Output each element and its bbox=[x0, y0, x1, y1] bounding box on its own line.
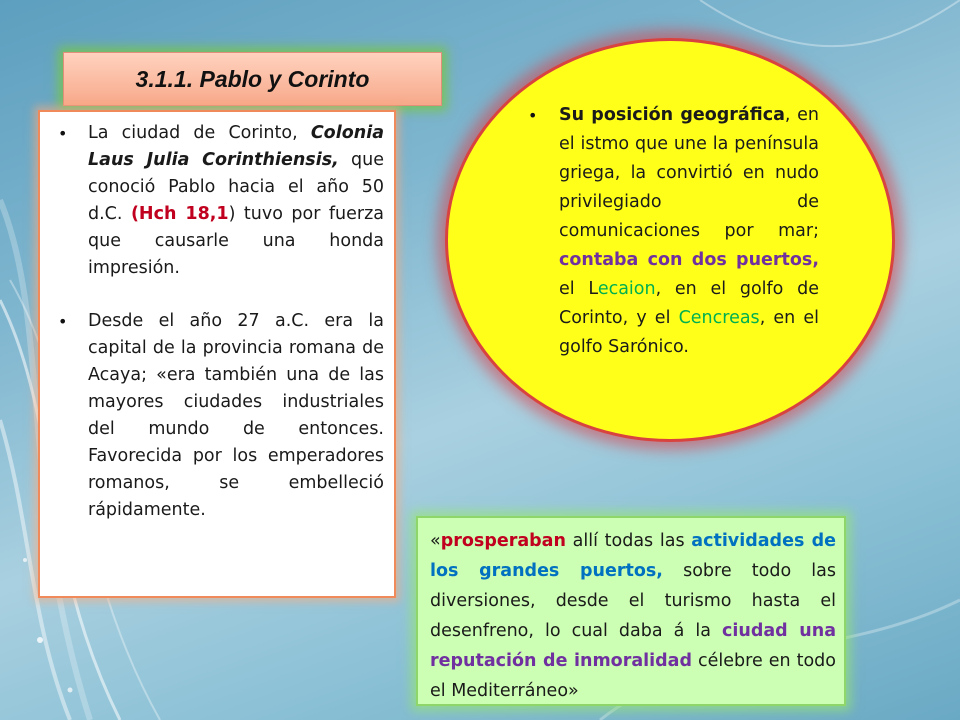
circle-two-ports: contaba con dos puertos, bbox=[559, 250, 819, 270]
circle-lecaion: ecaion bbox=[597, 279, 656, 299]
circle-text-8: , en el golfo Sarónico. bbox=[559, 308, 819, 357]
quote-text-3: allí todas las bbox=[565, 531, 692, 551]
slide-title-text: 3.1.1. Pablo y Corinto bbox=[135, 65, 370, 92]
quote-prosperaban: prosperaban bbox=[440, 531, 566, 551]
p1-text-3: que conoció Pablo hacia el año 50 d.C. bbox=[88, 150, 384, 224]
circle-text bbox=[559, 101, 819, 362]
paragraph-acaya bbox=[54, 308, 384, 524]
circle-text-2: , en el istmo que une la península griega, la convirtió en nudo privilegiado de comunicaciones por mar; bbox=[559, 105, 819, 241]
quote-reputacion: ciudad una reputación de inmoralidad bbox=[430, 621, 837, 671]
quote-puertos: actividades de los grandes puertos, bbox=[430, 531, 836, 581]
circle-text-6: , en el golfo de Corinto, y el bbox=[559, 279, 819, 328]
p1-colonia-name: Colonia Laus Julia Corinthiensis, bbox=[88, 123, 384, 170]
bullet-icon: • bbox=[528, 106, 538, 125]
paragraph-corinto bbox=[54, 120, 384, 282]
bullet-icon: • bbox=[58, 312, 68, 331]
p1-bible-reference: (Hch 18,1 bbox=[130, 204, 229, 224]
quote-box bbox=[416, 516, 846, 706]
p1-text-5: ) tuvo por fuerza que causarle una honda impresión. bbox=[88, 204, 384, 278]
left-text-box bbox=[38, 110, 396, 598]
circle-cencreas: Cencreas bbox=[678, 308, 760, 328]
quote-text-7: célebre en todo el Mediterráneo» bbox=[430, 651, 836, 701]
p1-text-1: La ciudad de Corinto, bbox=[88, 123, 311, 143]
circle-heading: Su posición geográfica bbox=[559, 105, 785, 125]
bullet-icon: • bbox=[58, 124, 68, 143]
quote-text-5: sobre todo las diversiones, desde el turismo hasta el desenfreno, lo cual daba á la bbox=[430, 561, 836, 641]
p2-text-1: Desde el año 27 a.C. era la capital de la provincia romana de Acaya; «era también una de las mayores ciudades industriales del mundo de entonces. Favorecida por los emperadores romanos, se embelleció rápidamente. bbox=[88, 311, 384, 520]
circle-text-4: el L bbox=[559, 279, 598, 299]
quote-open: « bbox=[430, 531, 441, 551]
slide-title bbox=[63, 52, 442, 106]
